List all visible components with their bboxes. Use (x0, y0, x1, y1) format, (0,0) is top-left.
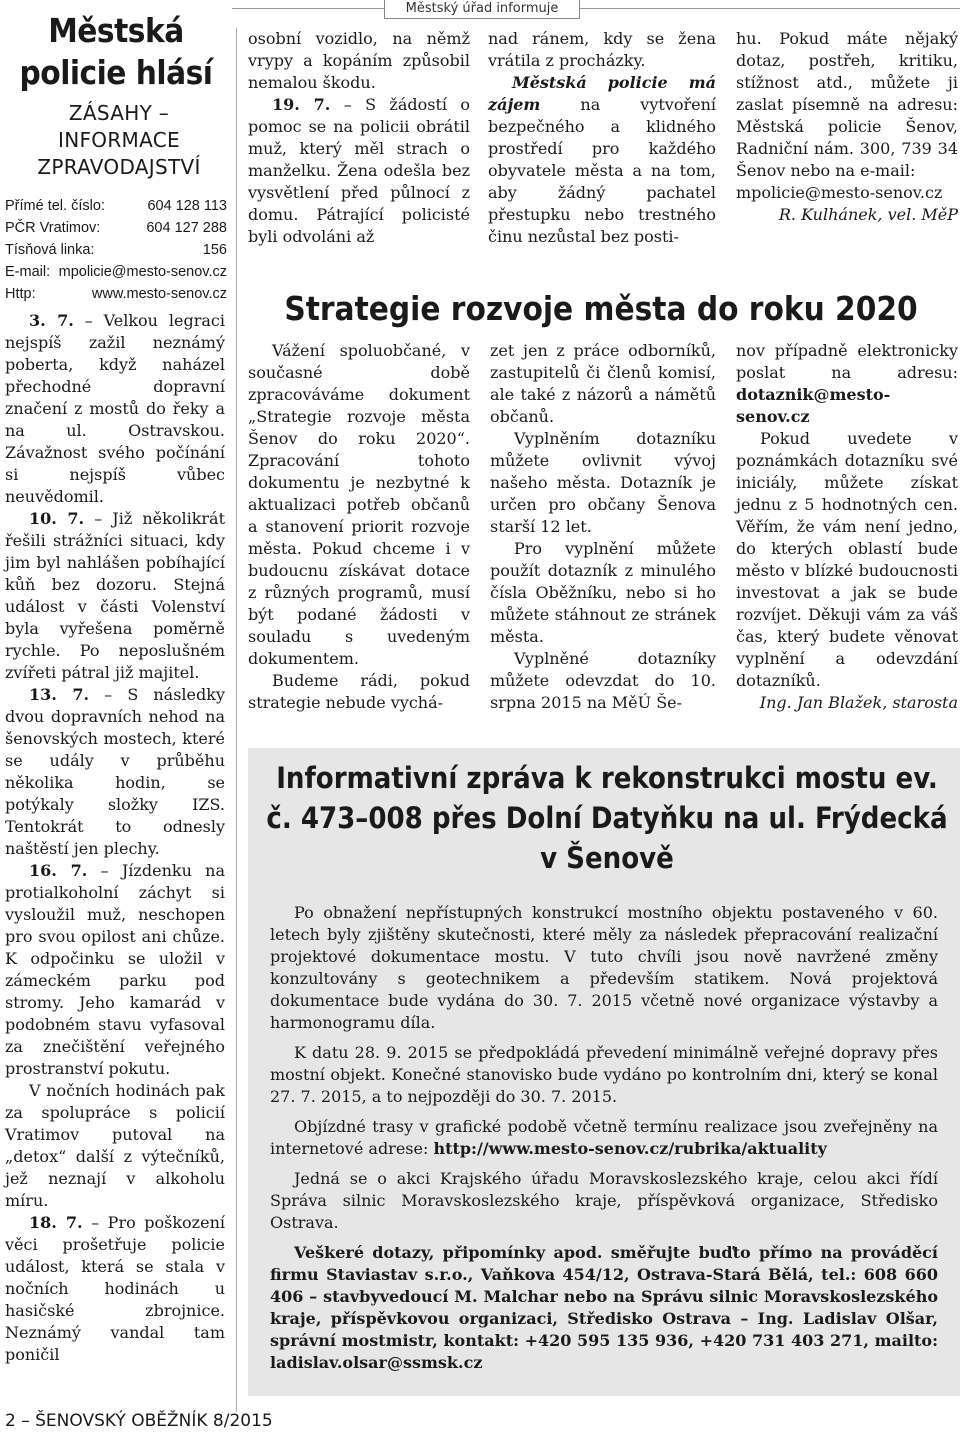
report-item (5, 310, 225, 508)
paragraph: Vyplněním dotazníku můžete ovlivnit vývoj našeho města. Dotazník je určen pro občany Šenova starší 12 let. (490, 429, 716, 536)
report-text: – S žádostí o pomoc se na policii obrátil muž, který měl strach o manželku. Žena odešla bez vysvětlení před půlnocí z domu. Pátrající policisté byli odvoláni až (248, 95, 471, 246)
paragraph: Vyplněné dotazníky můžete odevzdat do 10. srpna 2015 na MěÚ Še- (490, 649, 716, 712)
contact-row (5, 217, 227, 239)
bridge-body (270, 902, 938, 1382)
report-date: 16. 7. (29, 861, 88, 880)
paragraph-text: nov případně elektronicky poslat na adresu: (736, 341, 958, 382)
strategy-column-3 (736, 340, 958, 714)
report-date: 13. 7. (29, 685, 90, 704)
report-text: – S následky dvou dopravních nehod na šenovských mostech, které se udály v průběhu několika hodin, se potýkaly složky IZS. Tentokrát to odnesly naštěstí jen plechy. (5, 685, 225, 858)
contact-value: 156 (202, 242, 227, 258)
contact-label: E-mail: (5, 264, 51, 280)
report-item (5, 508, 225, 684)
report-item (5, 1080, 225, 1212)
paragraph: Jedná se o akci Krajského úřadu Moravskoslezského kraje, celou akci řídí Správa silnic Moravskoslezského kraje, příspěvková organizace, Středisko Ostrava. (270, 1169, 938, 1232)
email-link[interactable]: mpolicie@mesto-senov.cz (736, 183, 943, 202)
contact-row (5, 239, 227, 261)
paragraph: Pro vyplnění můžete použít dotazník z minulého čísla Oběžníku, nebo si ho můžete stáhnout ze stránek města. (490, 539, 716, 646)
police-column-3 (736, 28, 958, 226)
report-text: – Jízdenku na protialkoholní záchyt si vysloužil muž, neschopen pro svou opilost ani chůze. K odpočinku se uložil v zámeckém parku pod stromy. Jeho kamarád v podobném stavu vyfasoval za znečištění veřejného prostranství pokutu. (5, 861, 225, 1078)
report-item (5, 860, 225, 1080)
police-reports (5, 310, 225, 1366)
contact-label: PČR Vratimov: (5, 220, 101, 236)
bridge-title: Informativní zpráva k rekonstrukci mostu ev. č. 473–008 přes Dolní Datyňku na ul. Frýdecká v Šenově (266, 761, 948, 875)
report-text: – Velkou legraci nejspíš zažil neznámý poberta, když naházel přechodné dopravní značení z mostů do řeky a na ul. Ostravskou. Závažnost svého počínání si nejspíš vůbec neuvědomil. (5, 311, 226, 506)
contact-paragraph: Veškeré dotazy, připomínky apod. směřujte buďto přímo na prováděcí firmu Staviastav s.r.o., Vaňkova 454/12, Ostrava-Stará Bělá, tel.: 608 660 406 – stavbyvedoucí M. Malchar nebo na Správu silnic Moravskoslezského kraje, příspěvkovou organizaci, Středisko Ostrava – Ing. Ladislav Olšar, správní mostmistr, kontakt: +420 595 135 936, +420 731 403 271, mailto: ladislav.olsar@ssmsk.cz (270, 1243, 938, 1372)
contact-label: Přímé tel. číslo: (5, 198, 105, 214)
report-date: 3. 7. (29, 311, 74, 330)
contact-value: 604 128 113 (147, 198, 227, 214)
header-rule (232, 8, 960, 9)
report-item (248, 94, 470, 248)
column-divider (236, 28, 237, 1412)
strategy-title: Strategie rozvoje města do roku 2020 (284, 289, 918, 328)
contact-row (5, 283, 227, 305)
paragraph-text: Objízdné trasy v grafické podobě včetně termínu realizace jsou zveřejněny na internetové adrese: (270, 1117, 938, 1158)
signature: Ing. Jan Blažek, starosta (759, 693, 958, 712)
report-text: – Pro poškození věci prošetřuje policie událost, která se stala v nočních hodinách u hasičské zbrojnice. Neznámý vandal tam poničil (5, 1213, 225, 1364)
paragraph: Vážení spoluobčané, v současné době zpracováváme dokument „Strategie rozvoje města Šenov do roku 2020“. Zpracování tohoto dokumentu je nezbytné k aktualizaci potřeb občanů a stanovení priorit rozvoje města. Pokud chceme i v budoucnu získávat dotace z různých programů, musí být podané žádosti v souladu s uvedeným dokumentem. (248, 341, 470, 668)
report-item (5, 1212, 225, 1366)
paragraph (488, 72, 716, 248)
section-header: Městský úřad informuje (384, 0, 580, 19)
report-item (5, 684, 225, 860)
paragraph: Pokud uvedete v poznámkách dotazníku své iniciály, můžete získat jednu z 5 hodnotných cen. Věřím, že vám není jedno, do kterých oblastí bude město v blízké budoucnosti investovat a jak se bude rozvíjet. Děkuji vám za váš čas, který budete věnovat vyplnění a odevzdání dotazníků. (736, 429, 958, 690)
contact-list (5, 195, 227, 305)
police-column-2 (488, 28, 716, 248)
sidebar-subtitle: ZÁSAHY – INFORMACE ZPRAVODAJSTVÍ (37, 101, 201, 179)
contact-row (5, 195, 227, 217)
signature: R. Kulhánek, vel. MěP (778, 205, 958, 224)
paragraph: hu. Pokud máte nějaký dotaz, postřeh, kritiku, stížnost atd., můžete ji zaslat písemně na adresu: Městská policie Šenov, Radniční nám. 300, 739 34 Šenov nebo na e-mail: (736, 29, 958, 180)
paragraph: nad ránem, kdy se žena vrátila z procházky. (488, 29, 716, 70)
contact-label: Http: (5, 286, 36, 302)
report-text: V nočních hodinách pak za spolupráce s policií Vratimov putoval na „detox“ další z výtečníků, jež neznají v alkoholu míru. (5, 1081, 225, 1210)
paragraph-text: na vytvoření bezpečného a klidného prostředí pro každého obyvatele města a na tom, aby žádný pachatel přestupku nebo trestného činu nezůstal bez posti- (488, 95, 716, 246)
contact-value: 604 127 288 (146, 220, 227, 236)
paragraph (270, 1116, 938, 1160)
strategy-column-1 (248, 340, 470, 714)
paragraph: K datu 28. 9. 2015 se předpokládá převedení minimálně veřejné dopravy přes mostní objekt. Konečné stanovisko bude vydáno po kontrolním dni, který se konal 27. 7. 2015, a to nejpozději do 30. 7. 2015. (270, 1043, 938, 1106)
contact-label: Tísňová linka: (5, 242, 95, 258)
page-footer: 2 – ŠENOVSKÝ OBĚŽNÍK 8/2015 (5, 1411, 273, 1431)
police-column-1 (248, 28, 470, 248)
contact-row (5, 261, 227, 283)
sidebar-title: Městská policie hlásí (19, 11, 213, 92)
paragraph: Budeme rádi, pokud strategie nebude vychá- (248, 671, 470, 712)
paragraph: zet jen z práce odborníků, zastupitelů či členů komisí, ale také z názorů a námětů občanů. (490, 341, 716, 426)
report-date: 10. 7. (29, 509, 85, 528)
email-link[interactable]: mpolicie@mesto-senov.cz (58, 264, 227, 280)
emphasis: Městská policie má zájem (488, 73, 716, 114)
report-text: – Již několikrát řešili strážníci situaci, kdy jim byl nahlášen pobíhající kůň bez dozoru. Stejná událost v části Volenství byla vyřešena poměrně rychle. Po neposlušném zvířeti pátral již majitel. (5, 509, 226, 682)
report-date: 18. 7. (29, 1213, 83, 1232)
email-link[interactable]: dotaznik@mesto-senov.cz (736, 385, 891, 426)
url-link[interactable]: http://www.mesto-senov.cz/rubrika/aktuality (433, 1139, 827, 1158)
paragraph: osobní vozidlo, na němž vrypy a kopáním způsobil nemalou škodu. (248, 29, 470, 92)
paragraph: Po obnažení nepřístupných konstrukcí mostního objektu postaveného v 60. letech byly zjištěny skutečnosti, které měly za následek přepracování realizační projektové dokumentace mostu. V tuto chvíli jsou nově navržené změny konzultovány s geotechnikem a především statikem. Nová projektová dokumentace bude vydána do 30. 7. 2015 včetně nové organizace výstavby a harmonogramu díla. (270, 903, 938, 1032)
strategy-column-2 (490, 340, 716, 714)
website-link[interactable]: www.mesto-senov.cz (91, 286, 227, 302)
paragraph (736, 340, 958, 428)
report-date: 19. 7. (272, 95, 331, 114)
